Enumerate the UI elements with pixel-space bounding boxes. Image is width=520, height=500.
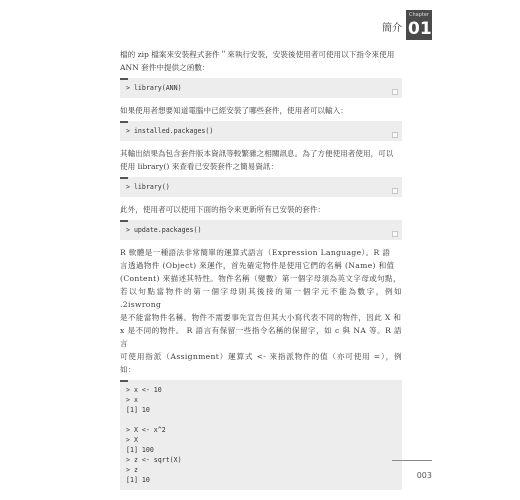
paragraph-library-info (120, 147, 402, 173)
chapter-label: Chapter (409, 12, 429, 18)
page-footer (392, 460, 432, 482)
code-block-update-packages (120, 220, 402, 240)
code-block-installed-packages (120, 121, 402, 141)
paragraph-line: (Content) 來描述其特性。物件名稱（變數）第一個字母須為英文字母或句點， (120, 274, 401, 283)
paragraph-update: 此外，使用者可以使用下面的指令來更新所有已安裝的套件： (120, 205, 326, 214)
paragraph-line: 使用 library() 來查看已安裝套件之簡易資訊： (120, 162, 279, 171)
code-line: > x <- 10 (126, 386, 162, 394)
code-line: > X <- x^2 (126, 426, 166, 434)
paragraph-line: 是不能當物件名稱。物件不需要事先宣告但其大小寫代表不同的物件，因此 X 和 (120, 313, 402, 322)
code-line: > X (126, 436, 138, 444)
code-line: > z (126, 466, 138, 474)
paragraph-line: R 軟體是一種語法非常簡單的運算式語言（Expression Language）。R 語 (120, 248, 391, 257)
paragraph-line: 可使用指派（Assignment）運算式 <- 來指派物件的值（亦可使用 =），例如： (120, 352, 402, 374)
page-header (382, 10, 432, 40)
code-line: > installed.packages() (126, 127, 214, 135)
paragraph-intro (120, 48, 402, 74)
copy-icon (392, 89, 398, 95)
code-line: > x (126, 396, 138, 404)
paragraph-line: 檔的 zip 檔案來安裝程式套件＂來執行安裝，安裝後使用者可使用以下指令來使用 (120, 50, 395, 59)
code-line: > library() (126, 183, 170, 191)
paragraph-line: ANN 套件中提供之函數： (120, 63, 210, 72)
copy-icon (392, 231, 398, 237)
footer-divider (392, 460, 432, 461)
section-title: 簡介 (382, 23, 402, 34)
paragraph-line: 若以句點當物件的第一個字母則其後接的第一個字元不能為數字，例如 .2iswrong (120, 287, 402, 309)
code-block-assignment-example (120, 380, 402, 490)
paragraph-r-language (120, 246, 402, 376)
copy-icon (392, 132, 398, 138)
code-block-library (120, 177, 402, 197)
chapter-number: 01 (408, 19, 432, 39)
copy-icon (392, 188, 398, 194)
page-body (120, 48, 402, 490)
page-number: 003 (416, 471, 432, 480)
code-line: > z <- sqrt(X) (126, 456, 182, 464)
chapter-badge (406, 10, 432, 40)
code-line: [1] 10 (126, 476, 150, 484)
code-line (126, 415, 396, 425)
paragraph-line: 其輸出結果為包含套件版本資訊等較繁雜之相關訊息。為了方便使用者使用，可以 (120, 149, 394, 158)
code-block-library-ann (120, 78, 402, 98)
paragraph-line: 言透過物件 (Object) 來運作，首先確定物件是使用它們的名稱 (Name) 和值 (120, 261, 395, 270)
code-line: [1] 100 (126, 446, 154, 454)
paragraph-line: x 是不同的物件。 R 語言有保留一些指令名稱的保留字，如 c 與 NA 等。R 語言 (120, 326, 402, 348)
paragraph-installed: 如果使用者想要知道電腦中已經安裝了哪些套件，使用者可以輸入： (120, 106, 348, 115)
code-line: > update.packages() (126, 226, 202, 234)
code-line: > library(ANN) (126, 84, 182, 92)
code-line: [1] 10 (126, 406, 150, 414)
